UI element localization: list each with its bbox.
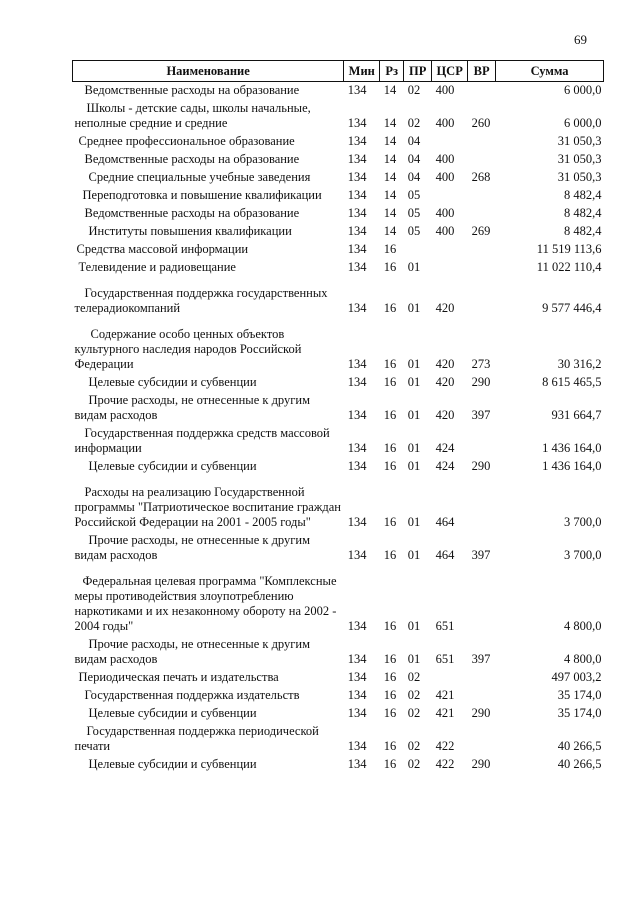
row-csr: 464 (435, 515, 455, 529)
row-pr: 01 (407, 357, 421, 371)
row-rz: 14 (383, 134, 397, 148)
row-csr: 420 (435, 408, 455, 422)
row-sum: 8 482,4 (564, 224, 602, 238)
row-pr: 04 (407, 134, 421, 148)
row-min: 134 (347, 242, 367, 256)
row-rz: 16 (383, 260, 397, 274)
row-min: 134 (347, 83, 367, 97)
budget-table (72, 60, 604, 774)
row-min: 134 (347, 706, 367, 720)
table-row (73, 374, 604, 392)
row-csr: 420 (435, 375, 455, 389)
table-row (73, 223, 604, 241)
row-name: Средства массовой информации (76, 242, 249, 256)
row-min: 134 (347, 652, 367, 666)
row-sum: 8 615 465,5 (542, 375, 602, 389)
row-min: 134 (347, 357, 367, 371)
row-name: Прочие расходы, не отнесенные к другим видам расходов (74, 533, 310, 562)
row-pr: 02 (407, 757, 421, 771)
row-min: 134 (347, 206, 367, 220)
row-csr: 400 (435, 152, 455, 166)
table-row (73, 532, 604, 565)
row-sum: 40 266,5 (557, 739, 602, 753)
row-csr: 400 (435, 170, 455, 184)
row-pr: 01 (407, 301, 421, 315)
row-min: 134 (347, 548, 367, 562)
header-rz: Рз (380, 61, 404, 82)
row-name: Государственная поддержка государственных телерадиокомпаний (74, 286, 328, 315)
row-rz: 16 (383, 739, 397, 753)
row-min: 134 (347, 670, 367, 684)
row-sum: 497 003,2 (551, 670, 602, 684)
row-vr: 397 (471, 652, 491, 666)
row-min: 134 (347, 375, 367, 389)
row-csr: 651 (435, 619, 455, 633)
row-vr: 397 (471, 408, 491, 422)
row-name: Целевые субсидии и субвенции (88, 459, 257, 473)
row-rz: 16 (383, 375, 397, 389)
row-sum: 3 700,0 (564, 548, 602, 562)
row-vr (468, 151, 496, 169)
row-sum: 4 800,0 (564, 619, 602, 633)
row-rz: 14 (383, 83, 397, 97)
row-vr: 273 (471, 357, 491, 371)
row-pr (404, 241, 432, 259)
row-rz: 16 (383, 757, 397, 771)
row-vr: 290 (471, 757, 491, 771)
row-min: 134 (347, 688, 367, 702)
header-csr: ЦСР (432, 61, 468, 82)
row-rz: 16 (383, 242, 397, 256)
row-min: 134 (347, 739, 367, 753)
table-row (73, 205, 604, 223)
row-name: Переподготовка и повышение квалификации (82, 188, 322, 202)
row-sum: 8 482,4 (564, 188, 602, 202)
row-vr (468, 476, 496, 532)
row-rz: 16 (383, 459, 397, 473)
row-rz: 16 (383, 652, 397, 666)
table-row (73, 723, 604, 756)
table-row (73, 318, 604, 374)
row-name: Содержание особо ценных объектов культурного наследия народов Российской Федерации (74, 327, 302, 371)
row-name: Ведомственные расходы на образование (84, 83, 300, 97)
row-csr: 651 (435, 652, 455, 666)
row-csr: 424 (435, 459, 455, 473)
row-rz: 14 (383, 152, 397, 166)
row-name: Федеральная целевая программа "Комплексные меры противодействия злоупотреблению наркотиками и их незаконному обороту на 2002 - 2004 годы" (74, 574, 337, 633)
row-name: Телевидение и радиовещание (78, 260, 236, 274)
header-name: Наименование (73, 61, 344, 82)
row-vr (468, 133, 496, 151)
row-csr (432, 669, 468, 687)
row-sum: 31 050,3 (557, 134, 602, 148)
row-vr (468, 205, 496, 223)
row-min: 134 (347, 441, 367, 455)
row-csr (432, 187, 468, 205)
row-csr (432, 241, 468, 259)
row-csr: 464 (435, 548, 455, 562)
row-name: Государственная поддержка издательств (84, 688, 300, 702)
row-rz: 16 (383, 548, 397, 562)
row-name: Среднее профессиональное образование (78, 134, 295, 148)
row-name: Целевые субсидии и субвенции (88, 375, 257, 389)
row-name: Целевые субсидии и субвенции (88, 706, 257, 720)
table-row (73, 425, 604, 458)
row-name: Средние специальные учебные заведения (88, 170, 311, 184)
table-row (73, 458, 604, 476)
row-sum: 30 316,2 (557, 357, 602, 371)
row-name: Школы - детские сады, школы начальные, неполные средние и средние (74, 101, 311, 130)
row-vr: 269 (471, 224, 491, 238)
row-vr (468, 259, 496, 277)
table-row (73, 756, 604, 774)
row-pr: 04 (407, 170, 421, 184)
row-csr: 400 (435, 83, 455, 97)
row-min: 134 (347, 408, 367, 422)
header-pr: ПР (404, 61, 432, 82)
table-row (73, 277, 604, 318)
row-name: Прочие расходы, не отнесенные к другим видам расходов (74, 393, 310, 422)
row-vr: 290 (471, 459, 491, 473)
row-vr (468, 425, 496, 458)
row-sum: 40 266,5 (557, 757, 602, 771)
row-min: 134 (347, 515, 367, 529)
row-pr: 02 (407, 739, 421, 753)
row-min: 134 (347, 152, 367, 166)
table-header (73, 61, 604, 82)
row-vr: 260 (471, 116, 491, 130)
row-vr: 268 (471, 170, 491, 184)
row-name: Расходы на реализацию Государственной программы "Патриотическое воспитание граждан Российской Федерации на 2001 - 2005 годы" (74, 485, 341, 529)
table-row (73, 151, 604, 169)
row-rz: 16 (383, 357, 397, 371)
row-pr: 02 (407, 83, 421, 97)
table-row (73, 133, 604, 151)
header-vr: ВР (468, 61, 496, 82)
row-rz: 16 (383, 619, 397, 633)
row-csr: 424 (435, 441, 455, 455)
table-row (73, 241, 604, 259)
row-csr (432, 259, 468, 277)
row-pr: 01 (407, 260, 421, 274)
row-sum: 11 519 113,6 (536, 242, 602, 256)
row-pr: 02 (407, 670, 421, 684)
row-name: Ведомственные расходы на образование (84, 152, 300, 166)
table-row (73, 669, 604, 687)
row-vr (468, 565, 496, 636)
table-row (73, 392, 604, 425)
row-pr: 02 (407, 706, 421, 720)
table-row (73, 687, 604, 705)
row-pr: 05 (407, 188, 421, 202)
row-min: 134 (347, 757, 367, 771)
row-min: 134 (347, 170, 367, 184)
row-sum: 11 022 110,4 (536, 260, 602, 274)
row-vr (468, 241, 496, 259)
row-rz: 16 (383, 706, 397, 720)
row-csr: 400 (435, 206, 455, 220)
row-csr: 422 (435, 739, 455, 753)
row-pr: 01 (407, 441, 421, 455)
page-number: 69 (574, 32, 587, 47)
row-name: Государственная поддержка периодической печати (74, 724, 319, 753)
row-vr: 290 (471, 706, 491, 720)
row-rz: 14 (383, 170, 397, 184)
row-csr: 421 (435, 706, 455, 720)
row-pr: 01 (407, 548, 421, 562)
row-pr: 01 (407, 459, 421, 473)
table-row (73, 705, 604, 723)
row-vr (468, 687, 496, 705)
row-rz: 16 (383, 515, 397, 529)
row-name: Целевые субсидии и субвенции (88, 757, 257, 771)
row-sum: 6 000,0 (564, 83, 602, 97)
row-pr: 01 (407, 652, 421, 666)
row-pr: 01 (407, 619, 421, 633)
row-min: 134 (347, 260, 367, 274)
row-rz: 14 (383, 188, 397, 202)
row-sum: 6 000,0 (564, 116, 602, 130)
row-csr: 420 (435, 301, 455, 315)
table-row (73, 100, 604, 133)
table-row (73, 187, 604, 205)
row-min: 134 (347, 134, 367, 148)
header-sum: Сумма (496, 61, 604, 82)
row-sum: 1 436 164,0 (542, 441, 602, 455)
row-min: 134 (347, 459, 367, 473)
row-min: 134 (347, 116, 367, 130)
row-sum: 31 050,3 (557, 170, 602, 184)
row-pr: 04 (407, 152, 421, 166)
row-rz: 14 (383, 224, 397, 238)
table-row (73, 636, 604, 669)
row-csr: 422 (435, 757, 455, 771)
table-row (73, 169, 604, 187)
row-sum: 35 174,0 (557, 688, 602, 702)
row-min: 134 (347, 619, 367, 633)
row-pr: 02 (407, 688, 421, 702)
row-csr: 400 (435, 224, 455, 238)
row-rz: 14 (383, 116, 397, 130)
row-sum: 1 436 164,0 (542, 459, 602, 473)
row-vr (468, 669, 496, 687)
row-pr: 05 (407, 206, 421, 220)
row-name: Ведомственные расходы на образование (84, 206, 300, 220)
row-pr: 02 (407, 116, 421, 130)
table-row (73, 82, 604, 101)
row-sum: 3 700,0 (564, 515, 602, 529)
row-name: Государственная поддержка средств массовой информации (74, 426, 330, 455)
row-rz: 16 (383, 670, 397, 684)
row-rz: 16 (383, 441, 397, 455)
row-name: Периодическая печать и издательства (78, 670, 279, 684)
row-sum: 9 577 446,4 (542, 301, 602, 315)
row-csr: 400 (435, 116, 455, 130)
table-row (73, 476, 604, 532)
row-rz: 16 (383, 408, 397, 422)
row-vr (468, 187, 496, 205)
row-rz: 14 (383, 206, 397, 220)
row-pr: 01 (407, 408, 421, 422)
row-min: 134 (347, 224, 367, 238)
row-sum: 31 050,3 (557, 152, 602, 166)
row-name: Институты повышения квалификации (88, 224, 292, 238)
row-sum: 35 174,0 (557, 706, 602, 720)
row-sum: 4 800,0 (564, 652, 602, 666)
row-sum: 931 664,7 (551, 408, 602, 422)
row-name: Прочие расходы, не отнесенные к другим видам расходов (74, 637, 310, 666)
row-rz: 16 (383, 301, 397, 315)
row-pr: 01 (407, 515, 421, 529)
row-pr: 01 (407, 375, 421, 389)
row-vr: 397 (471, 548, 491, 562)
row-csr: 421 (435, 688, 455, 702)
row-vr: 290 (471, 375, 491, 389)
row-csr (432, 133, 468, 151)
row-csr: 420 (435, 357, 455, 371)
row-vr (468, 82, 496, 101)
row-min: 134 (347, 301, 367, 315)
row-pr: 05 (407, 224, 421, 238)
table-row (73, 565, 604, 636)
table-row (73, 259, 604, 277)
row-sum: 8 482,4 (564, 206, 602, 220)
row-min: 134 (347, 188, 367, 202)
row-vr (468, 277, 496, 318)
row-vr (468, 723, 496, 756)
header-min: Мин (344, 61, 380, 82)
row-rz: 16 (383, 688, 397, 702)
